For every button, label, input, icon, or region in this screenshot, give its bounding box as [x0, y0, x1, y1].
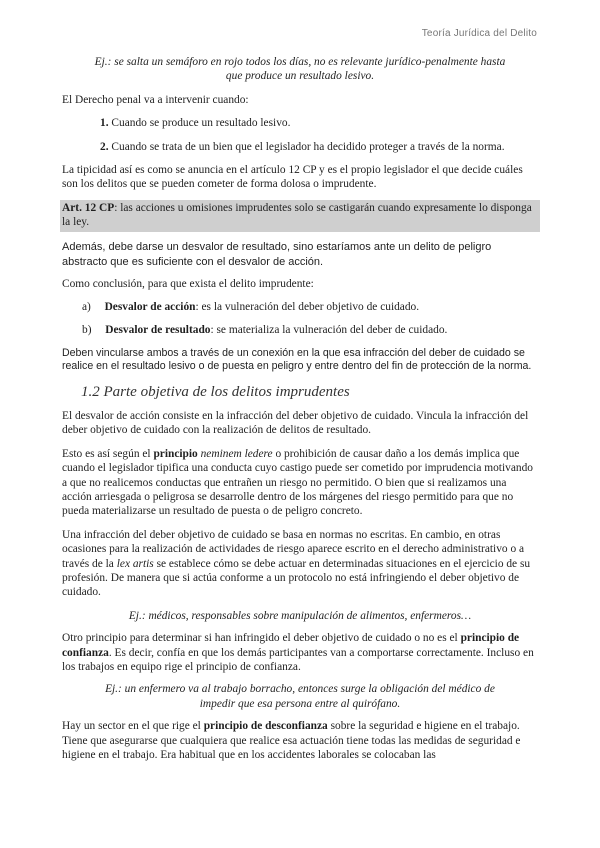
- body-paragraph: Además, debe darse un desvalor de resultado, sino estaríamos ante un delito de peligro abstracto que es suficiente con el desvalor de acción.: [62, 240, 492, 268]
- text-run: se establece cómo se debe actuar en determinadas situaciones en el ejercicio de su profesión. De manera que si actúa conforme a un protocolo no está infringiendo el deber objetivo de cuidado.: [62, 557, 531, 599]
- list-item-text: : es la vulneración del deber objetivo de cuidado.: [195, 301, 420, 314]
- list-term: Desvalor de acción: [104, 301, 196, 314]
- article-label: Art. 12 CP: [62, 201, 115, 214]
- bold-term: principio de desconfianza: [203, 720, 328, 733]
- body-paragraph: [62, 528, 538, 600]
- latin-term: neminem ledere: [200, 447, 273, 460]
- list-item-text: Cuando se produce un resultado lesivo.: [111, 117, 291, 130]
- body-paragraph: El desvalor de acción consiste en la infracción del deber objetivo de cuidado. Vincula la infracción del deber objetivo de cuidado con la realización de delitos de resultado.: [62, 409, 529, 437]
- text-run: o prohibición de causar daño a los demás implica que cuando el legislador tipifica una conducta cuyo castigo puede ser cometido por imprudencia motivando a que no realicemos conductas que entrañen un riesgo no permitido. O bien que si realizamos una acción arriesgada o peligrosa se desarrolle dentro de los márgenes del riesgo permitido para que no pueda materializarse un resultado de puesta o de peligro concreto.: [62, 447, 533, 518]
- list-item: [62, 300, 538, 314]
- list-letter: b): [82, 324, 92, 337]
- body-paragraph: [62, 719, 538, 762]
- list-item-text: Cuando se trata de un bien que el legislador ha decidido proteger a través de la norma.: [111, 140, 505, 153]
- list-number: 2.: [100, 140, 109, 153]
- example-paragraph: Ej.: se salta un semáforo en rojo todos los días, no es relevante jurídico-penalmente hasta que produce un resultado lesivo.: [94, 56, 506, 83]
- body-paragraph: El Derecho penal va a intervenir cuando:: [62, 93, 249, 106]
- page-body: [62, 55, 538, 762]
- list-item: [62, 140, 538, 154]
- list-term: Desvalor de resultado: [105, 324, 211, 337]
- example-paragraph: Ej.: un enfermero va al trabajo borracho, entonces surge la obligación del médico de impedir que esa persona entre al quirófano.: [105, 683, 495, 710]
- list-item: [62, 323, 538, 337]
- bold-term: principio de confianza: [62, 632, 520, 659]
- text-run: sobre la seguridad e higiene en el trabajo. Tiene que asegurarse que cualquiera que realice esa actuación tiene todas las medidas de seguridad e higiene en el trabajo. Era habitual que en los accidentes laborales se colocaban las: [62, 720, 521, 761]
- highlighted-article: [60, 200, 540, 232]
- list-item: [62, 116, 538, 130]
- body-paragraph: Deben vincularse ambos a través de un conexión en la que esa infracción del deber de cuidado se realice en el resultado lesivo o de puesta en peligro y entre dentro del fin de protección de la norma.: [62, 346, 532, 373]
- text-run: Esto es así según el: [62, 447, 154, 460]
- article-text: : las acciones u omisiones imprudentes solo se castigarán cuando expresamente lo disponga la ley.: [62, 201, 532, 229]
- list-item-text: : se materializa la vulneración del deber de cuidado.: [210, 324, 448, 337]
- bold-term: principio: [153, 447, 198, 460]
- latin-term: lex artis: [116, 557, 154, 570]
- example-paragraph: Ej.: médicos, responsables sobre manipulación de alimentos, enfermeros…: [128, 609, 472, 622]
- text-run: Hay un sector en el que rige el: [62, 720, 204, 733]
- text-run: . Es decir, confía en que los demás participantes van a comportarse correctamente. Incluso en los trabajos en equipo rige el principio de confianza.: [62, 646, 534, 673]
- body-paragraph: [62, 447, 538, 519]
- list-number: 1.: [100, 117, 109, 130]
- body-paragraph: La tipicidad así es como se anuncia en el artículo 12 CP y es el propio legislador el que decide cuáles son los delitos que se pueden cometer de forma dolosa o imprudente.: [62, 164, 523, 191]
- list-letter: a): [82, 301, 91, 314]
- text-run: Una infracción del deber objetivo de cuidado se basa en normas no escritas. En cambio, en otras ocasiones para la realización de actividades de riesgo aparece escrito en el derecho administrativo o a través de la: [62, 528, 525, 570]
- text-run: Otro principio para determinar si han infringido el deber objetivo de cuidado o no es el: [62, 632, 461, 645]
- body-paragraph: [62, 631, 538, 674]
- section-heading: 1.2 Parte objetiva de los delitos imprudentes: [81, 383, 350, 400]
- running-header: Teoría Jurídica del Delito: [421, 28, 537, 39]
- body-paragraph: Como conclusión, para que exista el delito imprudente:: [62, 277, 314, 290]
